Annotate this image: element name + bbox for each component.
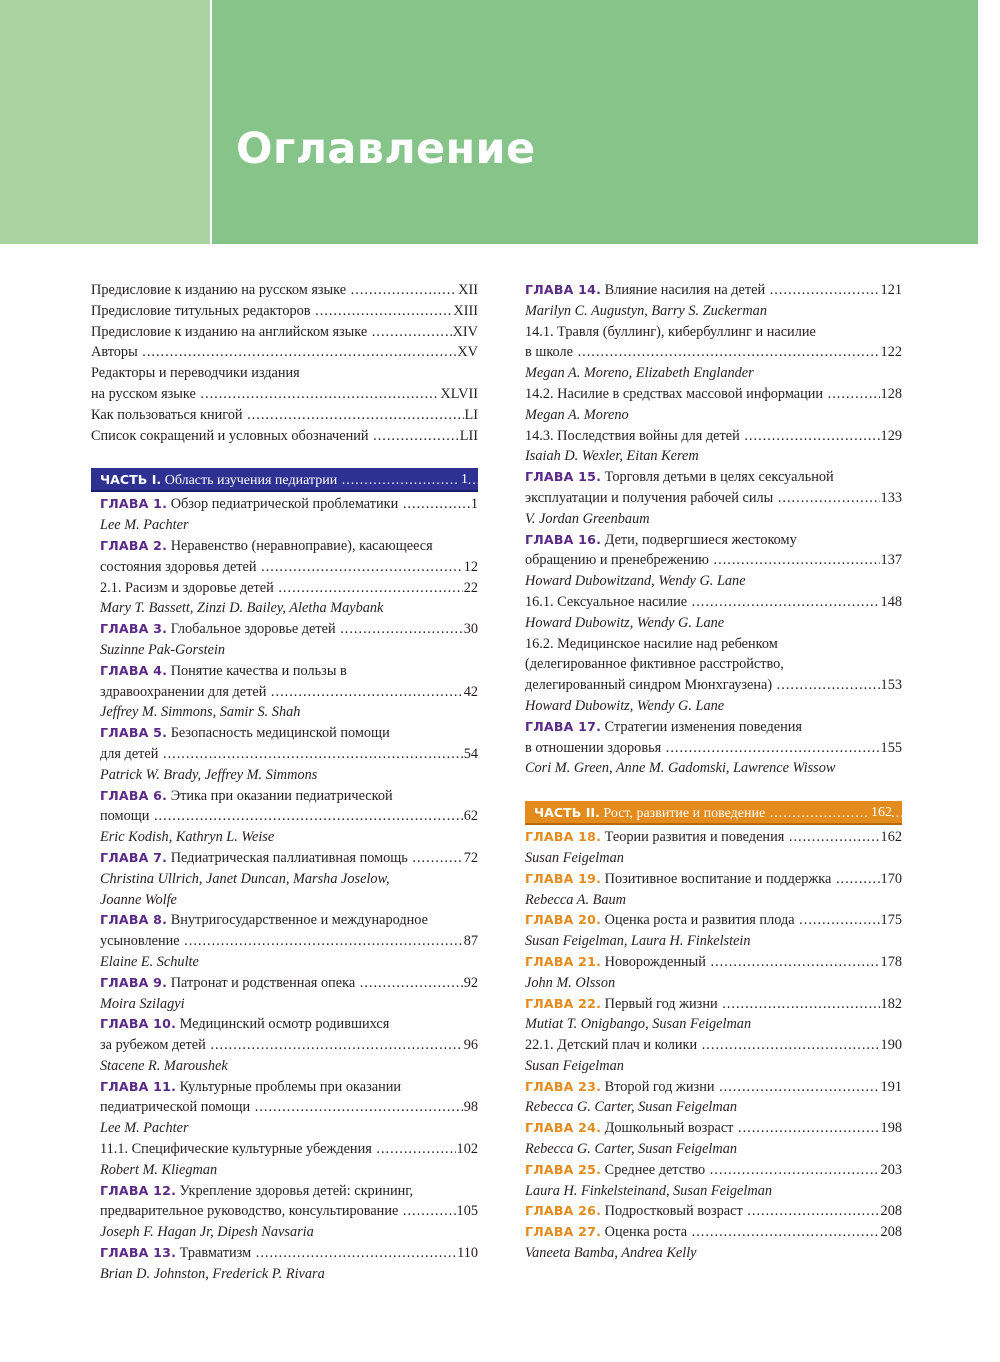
- entry-title: педиатрической помощи .....: [100, 1099, 478, 1115]
- entry-title: Внутригосударственное и международное: [170, 912, 428, 929]
- chapter-label: ГЛАВА 19.: [525, 870, 602, 886]
- chapter-label: ГЛАВА 9.: [100, 974, 168, 990]
- toc-entry[interactable]: [91, 1201, 478, 1222]
- toc-author: Mutiat T. Onigbango, Susan Feigelman: [525, 1016, 752, 1033]
- toc-author: Marilyn C. Augustyn, Barry S. Zuckerman: [525, 302, 767, 319]
- page-number: 1: [470, 494, 478, 515]
- page-number: 129: [880, 426, 902, 447]
- entry-title: Оценка роста и развития плода .....: [605, 912, 902, 928]
- toc-chapter-entry[interactable]: [525, 994, 902, 1015]
- toc-author: Susan Feigelman: [525, 1057, 624, 1074]
- entry-title: Теории развития и поведения .....: [605, 829, 902, 845]
- toc-entry[interactable]: [525, 550, 902, 571]
- part-2-chapters: [525, 827, 902, 1264]
- page-number: XV: [456, 342, 478, 363]
- toc-author: Susan Feigelman: [525, 849, 624, 866]
- chapter-label: ГЛАВА 13.: [100, 1245, 177, 1261]
- toc-entry[interactable]: [91, 384, 478, 405]
- toc-chapter-entry[interactable]: [525, 827, 902, 848]
- chapter-label: ГЛАВА 24.: [525, 1120, 602, 1136]
- entry-title: (делегированное фиктивное расстройство,: [525, 656, 784, 673]
- toc-author: Joanne Wolfe: [100, 891, 177, 908]
- page-number: 198: [880, 1118, 902, 1139]
- toc-author: Lee M. Pachter: [100, 1120, 189, 1137]
- part-2-page: 162: [869, 801, 892, 825]
- chapter-label: ГЛАВА 22.: [525, 995, 602, 1011]
- entry-title: 22.1. Детский плач и колики .....: [525, 1037, 902, 1053]
- toc-entry[interactable]: [91, 342, 478, 363]
- entry-title: помощи .....: [100, 808, 478, 824]
- entry-title: Второй год жизни .....: [605, 1079, 902, 1095]
- entry-title: обращению и пренебрежению .....: [525, 552, 902, 568]
- toc-author: Jeffrey M. Simmons, Samir S. Shah: [100, 704, 301, 721]
- toc-chapter-entry[interactable]: [91, 848, 478, 869]
- toc-author: Megan A. Moreno, Elizabeth Englander: [525, 365, 754, 382]
- entry-title: предварительное руководство, консультирование .....: [100, 1203, 478, 1219]
- toc-entry[interactable]: [91, 744, 478, 765]
- toc-entry[interactable]: [91, 806, 478, 827]
- entry-title: делегированный синдром Мюнхгаузена) .....: [525, 677, 902, 693]
- page-number: LII: [459, 426, 478, 447]
- part-2-heading[interactable]: [525, 801, 902, 825]
- toc-chapter-entry[interactable]: [525, 530, 902, 551]
- page-number: 87: [463, 931, 478, 952]
- toc-entry[interactable]: [91, 301, 478, 322]
- entry-title: за рубежом детей .....: [100, 1037, 478, 1053]
- toc-author: Cori M. Green, Anne M. Gadomski, Lawrence Wissow: [525, 760, 836, 777]
- toc-entry[interactable]: [91, 405, 478, 426]
- part-1-chapters: [91, 494, 478, 1284]
- page-number: 62: [463, 806, 478, 827]
- toc-chapter-entry[interactable]: [525, 952, 902, 973]
- entry-title: Дети, подвергшиеся жестокому: [604, 531, 797, 548]
- toc-entry[interactable]: [525, 738, 902, 759]
- part-1-title: Область изучения педиатрии .....: [165, 473, 478, 488]
- chapter-label: ГЛАВА 6.: [100, 787, 168, 803]
- header-banner: [212, 0, 978, 244]
- toc-author: Howard Dubowitz, Wendy G. Lane: [525, 614, 725, 631]
- toc-author: Lee M. Pachter: [100, 517, 189, 534]
- toc-author: Rebecca G. Carter, Susan Feigelman: [525, 1099, 738, 1116]
- entry-title: Новорожденный .....: [605, 954, 902, 970]
- toc-right-column: [525, 280, 902, 1264]
- page-number: 155: [880, 738, 902, 759]
- entry-title: 16.1. Сексуальное насилие .....: [525, 594, 902, 610]
- toc-left-column: [91, 280, 478, 1285]
- chapter-label: ГЛАВА 14.: [525, 282, 602, 297]
- page-number: 137: [880, 550, 902, 571]
- toc-author: John M. Olsson: [525, 974, 616, 991]
- toc-author: Mary T. Bassett, Zinzi D. Bailey, Aletha Maybank: [100, 600, 384, 617]
- toc-author: Joseph F. Hagan Jr, Dipesh Navsaria: [100, 1224, 314, 1241]
- entry-title: Предисловие к изданию на английском языке .....: [91, 324, 478, 340]
- entry-title: Обзор педиатрической проблематики .....: [171, 496, 478, 512]
- page-number: 153: [880, 675, 902, 696]
- toc-chapter-entry[interactable]: [91, 786, 478, 807]
- toc-entry[interactable]: [525, 384, 902, 405]
- entry-title: для детей .....: [100, 746, 478, 762]
- chapter-label: ГЛАВА 10.: [100, 1016, 177, 1032]
- chapter-label: ГЛАВА 12.: [100, 1182, 177, 1198]
- toc-entry[interactable]: [525, 1035, 902, 1056]
- toc-chapter-entry[interactable]: [525, 1077, 902, 1098]
- page-number: XIII: [452, 301, 478, 322]
- page-number: 30: [463, 619, 478, 640]
- part-1-chapters-continued: [525, 280, 902, 779]
- entry-title: Торговля детьми в целях сексуальной: [604, 469, 834, 486]
- entry-title: Медицинский осмотр родившихся: [179, 1016, 390, 1033]
- toc-entry[interactable]: [91, 682, 478, 703]
- toc-entry[interactable]: [525, 488, 902, 509]
- entry-title: 2.1. Расизм и здоровье детей .....: [100, 580, 478, 596]
- page-number: 98: [463, 1097, 478, 1118]
- page-number: 148: [880, 592, 902, 613]
- toc-chapter-entry[interactable]: [91, 536, 478, 557]
- chapter-label: ГЛАВА 18.: [525, 829, 602, 845]
- part-1-label: ЧАСТЬ I.: [100, 472, 162, 488]
- page-number: 175: [880, 910, 902, 931]
- front-matter-list: [91, 280, 478, 446]
- page-number: 42: [463, 682, 478, 703]
- entry-title: Первый год жизни .....: [605, 996, 902, 1012]
- chapter-label: ГЛАВА 8.: [100, 912, 168, 928]
- entry-title: Укрепление здоровья детей: скрининг,: [179, 1182, 414, 1199]
- toc-author: Elaine E. Schulte: [100, 953, 199, 970]
- toc-entry[interactable]: [91, 280, 478, 301]
- toc-author: Christina Ullrich, Janet Duncan, Marsha Joselow,: [100, 870, 390, 887]
- page-number: 208: [880, 1201, 902, 1222]
- toc-chapter-entry[interactable]: [91, 1014, 478, 1035]
- toc-author: Patrick W. Brady, Jeffrey M. Simmons: [100, 766, 318, 783]
- toc-entry[interactable]: [525, 634, 902, 655]
- page-number: 96: [463, 1035, 478, 1056]
- entry-title: эксплуатации и получения рабочей силы .....: [525, 490, 902, 506]
- header-banner-left: [0, 0, 210, 244]
- entry-title: Педиатрическая паллиативная помощь .....: [171, 850, 478, 866]
- toc-entry[interactable]: [91, 578, 478, 599]
- entry-title: Оценка роста .....: [605, 1224, 902, 1240]
- toc-chapter-entry[interactable]: [91, 1181, 478, 1202]
- toc-entry[interactable]: [525, 342, 902, 363]
- chapter-label: ГЛАВА 2.: [100, 537, 168, 553]
- entry-title: Безопасность медицинской помощи: [170, 725, 390, 742]
- chapter-label: ГЛАВА 3.: [100, 621, 168, 637]
- toc-chapter-entry[interactable]: [525, 280, 902, 301]
- chapter-label: ГЛАВА 7.: [100, 849, 168, 865]
- toc-chapter-entry[interactable]: [91, 619, 478, 640]
- toc-author: Isaiah D. Wexler, Eitan Kerem: [525, 448, 699, 465]
- entry-title: Влияние насилия на детей .....: [605, 282, 902, 298]
- entry-title: Среднее детство .....: [605, 1162, 902, 1178]
- toc-chapter-entry[interactable]: [525, 1118, 902, 1139]
- entry-title: Патронат и родственная опека .....: [171, 975, 478, 991]
- chapter-label: ГЛАВА 4.: [100, 662, 168, 678]
- toc-chapter-entry[interactable]: [525, 1201, 902, 1222]
- toc-chapter-entry[interactable]: [91, 1243, 478, 1264]
- page-number: 208: [880, 1222, 902, 1243]
- toc-author: Rebecca A. Baum: [525, 891, 626, 908]
- toc-author: Susan Feigelman, Laura H. Finkelstein: [525, 933, 751, 950]
- entry-title: Предисловие к изданию на русском языке .....: [91, 282, 478, 298]
- toc-entry[interactable]: [91, 1035, 478, 1056]
- toc-chapter-entry[interactable]: [91, 910, 478, 931]
- page-number: 54: [463, 744, 478, 765]
- page-number: 22: [463, 578, 478, 599]
- entry-title: Дошкольный возраст .....: [605, 1120, 902, 1136]
- entry-title: Культурные проблемы при оказании: [179, 1078, 402, 1095]
- part-2-label: ЧАСТЬ II.: [534, 805, 600, 821]
- entry-title: Травматизм .....: [180, 1245, 478, 1261]
- toc-author: Laura H. Finkelsteinand, Susan Feigelman: [525, 1182, 772, 1199]
- page-number: 12: [463, 557, 478, 578]
- entry-title: Понятие качества и пользы в: [170, 662, 347, 679]
- toc-chapter-entry[interactable]: [91, 973, 478, 994]
- page-number: 92: [463, 973, 478, 994]
- toc-entry[interactable]: [91, 1139, 478, 1160]
- toc-entry[interactable]: [91, 557, 478, 578]
- toc-chapter-entry[interactable]: [91, 494, 478, 515]
- toc-chapter-entry[interactable]: [525, 467, 902, 488]
- toc-entry[interactable]: [91, 363, 478, 384]
- entry-title: 14.2. Насилие в средствах массовой информации .....: [525, 386, 902, 402]
- page-number: 182: [880, 994, 902, 1015]
- entry-title: в школе .....: [525, 344, 902, 360]
- part-2-title: Рост, развитие и поведение .....: [603, 806, 902, 821]
- toc-chapter-entry[interactable]: [525, 717, 902, 738]
- page-number: 133: [880, 488, 902, 509]
- page-number: 110: [456, 1243, 478, 1264]
- toc-author: V. Jordan Greenbaum: [525, 510, 650, 527]
- page-number: 162: [880, 827, 902, 848]
- toc-entry[interactable]: [91, 322, 478, 343]
- entry-title: 11.1. Специфические культурные убеждения .....: [100, 1141, 478, 1157]
- page-number: LI: [464, 405, 479, 426]
- toc-entry[interactable]: [91, 1097, 478, 1118]
- page-number: 203: [880, 1160, 902, 1181]
- toc-entry[interactable]: [525, 654, 902, 675]
- toc-chapter-entry[interactable]: [525, 1160, 902, 1181]
- page-number: XII: [457, 280, 478, 301]
- page-number: 105: [456, 1201, 478, 1222]
- chapter-label: ГЛАВА 23.: [525, 1078, 602, 1094]
- toc-entry[interactable]: [91, 931, 478, 952]
- toc-entry[interactable]: [525, 322, 902, 343]
- toc-author: Howard Dubowitz, Wendy G. Lane: [525, 697, 725, 714]
- chapter-label: ГЛАВА 15.: [525, 469, 602, 485]
- entry-title: Как пользоваться книгой .....: [91, 407, 478, 423]
- entry-title: усыновление .....: [100, 933, 478, 949]
- toc-chapter-entry[interactable]: [91, 1077, 478, 1098]
- entry-title: Подростковый возраст .....: [605, 1203, 902, 1219]
- entry-title: Стратегии изменения поведения: [604, 718, 802, 735]
- toc-entry[interactable]: [525, 592, 902, 613]
- page-number: 178: [880, 952, 902, 973]
- toc-chapter-entry[interactable]: [525, 910, 902, 931]
- entry-title: здравоохранении для детей .....: [100, 684, 478, 700]
- toc-author: Howard Dubowitzand, Wendy G. Lane: [525, 573, 746, 590]
- page-number: XLVII: [439, 384, 478, 405]
- page-number: 191: [880, 1077, 902, 1098]
- entry-title: на русском языке .....: [91, 386, 478, 402]
- chapter-label: ГЛАВА 25.: [525, 1161, 602, 1177]
- page-number: XIV: [452, 322, 478, 343]
- entry-title: Позитивное воспитание и поддержка .....: [605, 871, 902, 887]
- part-1-heading[interactable]: [91, 468, 478, 492]
- entry-title: Список сокращений и условных обозначений .....: [91, 428, 478, 444]
- toc-entry[interactable]: [91, 426, 478, 447]
- chapter-label: ГЛАВА 17.: [525, 718, 602, 734]
- chapter-label: ГЛАВА 20.: [525, 912, 602, 928]
- toc-author: Moira Szilagyi: [100, 995, 185, 1012]
- chapter-label: ГЛАВА 21.: [525, 953, 602, 969]
- chapter-label: ГЛАВА 27.: [525, 1224, 602, 1240]
- toc-entry[interactable]: [525, 675, 902, 696]
- chapter-label: ГЛАВА 11.: [100, 1078, 177, 1094]
- toc-author: Brian D. Johnston, Frederick P. Rivara: [100, 1265, 325, 1282]
- entry-title: Этика при оказании педиатрической: [170, 787, 393, 804]
- toc-author: Robert M. Kliegman: [100, 1161, 218, 1178]
- entry-title: 16.2. Медицинское насилие над ребенком: [525, 635, 778, 652]
- toc-entry[interactable]: [525, 426, 902, 447]
- page-number: 128: [880, 384, 902, 405]
- toc-chapter-entry[interactable]: [91, 723, 478, 744]
- toc-chapter-entry[interactable]: [91, 661, 478, 682]
- toc-chapter-entry[interactable]: [525, 869, 902, 890]
- toc-author: Rebecca G. Carter, Susan Feigelman: [525, 1141, 738, 1158]
- entry-title: состояния здоровья детей .....: [100, 559, 478, 575]
- entry-title: Неравенство (неравноправие), касающееся: [170, 537, 433, 554]
- entry-title: 14.3. Последствия войны для детей .....: [525, 428, 902, 444]
- chapter-label: ГЛАВА 5.: [100, 725, 168, 741]
- entry-title: Редакторы и переводчики издания: [91, 365, 300, 382]
- chapter-label: ГЛАВА 26.: [525, 1203, 602, 1219]
- toc-author: Vaneeta Bamba, Andrea Kelly: [525, 1245, 697, 1262]
- page-number: 122: [880, 342, 902, 363]
- chapter-label: ГЛАВА 1.: [100, 496, 168, 512]
- page-number: 102: [456, 1139, 478, 1160]
- page-title: Оглавление: [236, 124, 536, 174]
- entry-title: Глобальное здоровье детей .....: [171, 621, 478, 637]
- toc-chapter-entry[interactable]: [525, 1222, 902, 1243]
- page-number: 121: [880, 280, 902, 301]
- entry-title: 14.1. Травля (буллинг), кибербуллинг и насилие: [525, 323, 816, 340]
- page-number: 72: [463, 848, 478, 869]
- toc-author: Suzinne Pak-Gorstein: [100, 641, 226, 658]
- page-number: 190: [880, 1035, 902, 1056]
- part-1-page: 1: [459, 468, 468, 492]
- toc-author: Stacene R. Maroushek: [100, 1057, 228, 1074]
- page-number: 170: [880, 869, 902, 890]
- chapter-label: ГЛАВА 16.: [525, 531, 602, 547]
- entry-title: Предисловие титульных редакторов .....: [91, 303, 478, 319]
- toc-author: Megan A. Moreno: [525, 406, 629, 423]
- entry-title: Авторы .....: [91, 344, 478, 360]
- entry-title: в отношении здоровья .....: [525, 740, 902, 756]
- toc-author: Eric Kodish, Kathryn L. Weise: [100, 829, 275, 846]
